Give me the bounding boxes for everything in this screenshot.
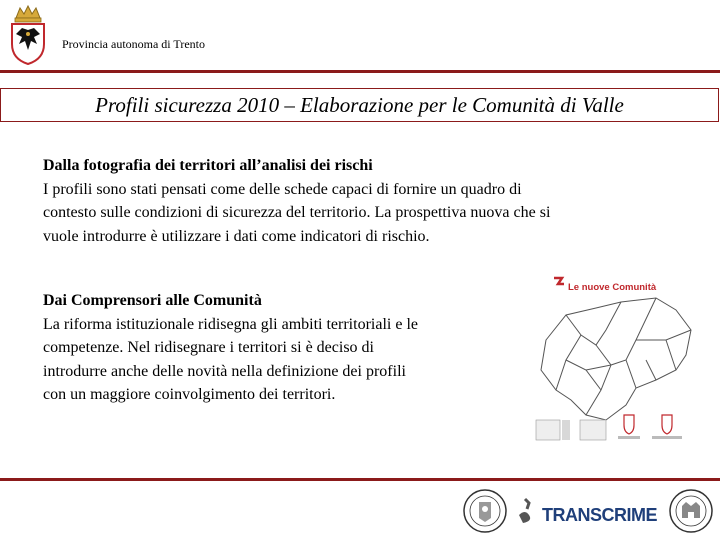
section-line: con un maggiore coinvolgimento dei territori. bbox=[43, 386, 336, 404]
section-territori bbox=[43, 154, 693, 248]
comunita-map-image bbox=[526, 270, 696, 450]
universita-cattolica-seal-logo bbox=[462, 488, 508, 534]
section-line: La riforma istituzionale ridisegna gli ambiti territoriali e le bbox=[43, 315, 418, 333]
universita-trento-seal-logo bbox=[668, 488, 714, 534]
slide-title: Profili sicurezza 2010 – Elaborazione per le Comunità di Valle bbox=[95, 93, 624, 117]
transcrime-logo: TRANSCRIME bbox=[542, 505, 657, 525]
map-caption: Le nuove Comunità bbox=[568, 282, 657, 293]
section-line: introdurre anche delle novità nella definizione dei profili bbox=[43, 362, 406, 380]
section-comunita bbox=[43, 289, 513, 407]
section-heading: Dai Comprensori alle Comunità bbox=[43, 292, 262, 309]
section-heading: Dalla fotografia dei territori all’analisi dei rischi bbox=[43, 157, 373, 174]
transcrime-mark-icon bbox=[515, 495, 539, 527]
footer-divider bbox=[0, 478, 720, 481]
section-line: contesto sulle condizioni di sicurezza del territorio. La prospettiva nuova che si bbox=[43, 204, 551, 222]
organization-name: Provincia autonoma di Trento bbox=[62, 37, 205, 51]
header-divider bbox=[0, 70, 720, 73]
section-line: I profili sono stati pensati come delle schede capaci di fornire un quadro di bbox=[43, 180, 522, 198]
section-line: competenze. Nel ridisegnare i territori si è deciso di bbox=[43, 339, 374, 357]
trento-crest-logo bbox=[8, 4, 48, 66]
section-line: vuole introdurre è utilizzare i dati come indicatori di rischio. bbox=[43, 227, 430, 245]
